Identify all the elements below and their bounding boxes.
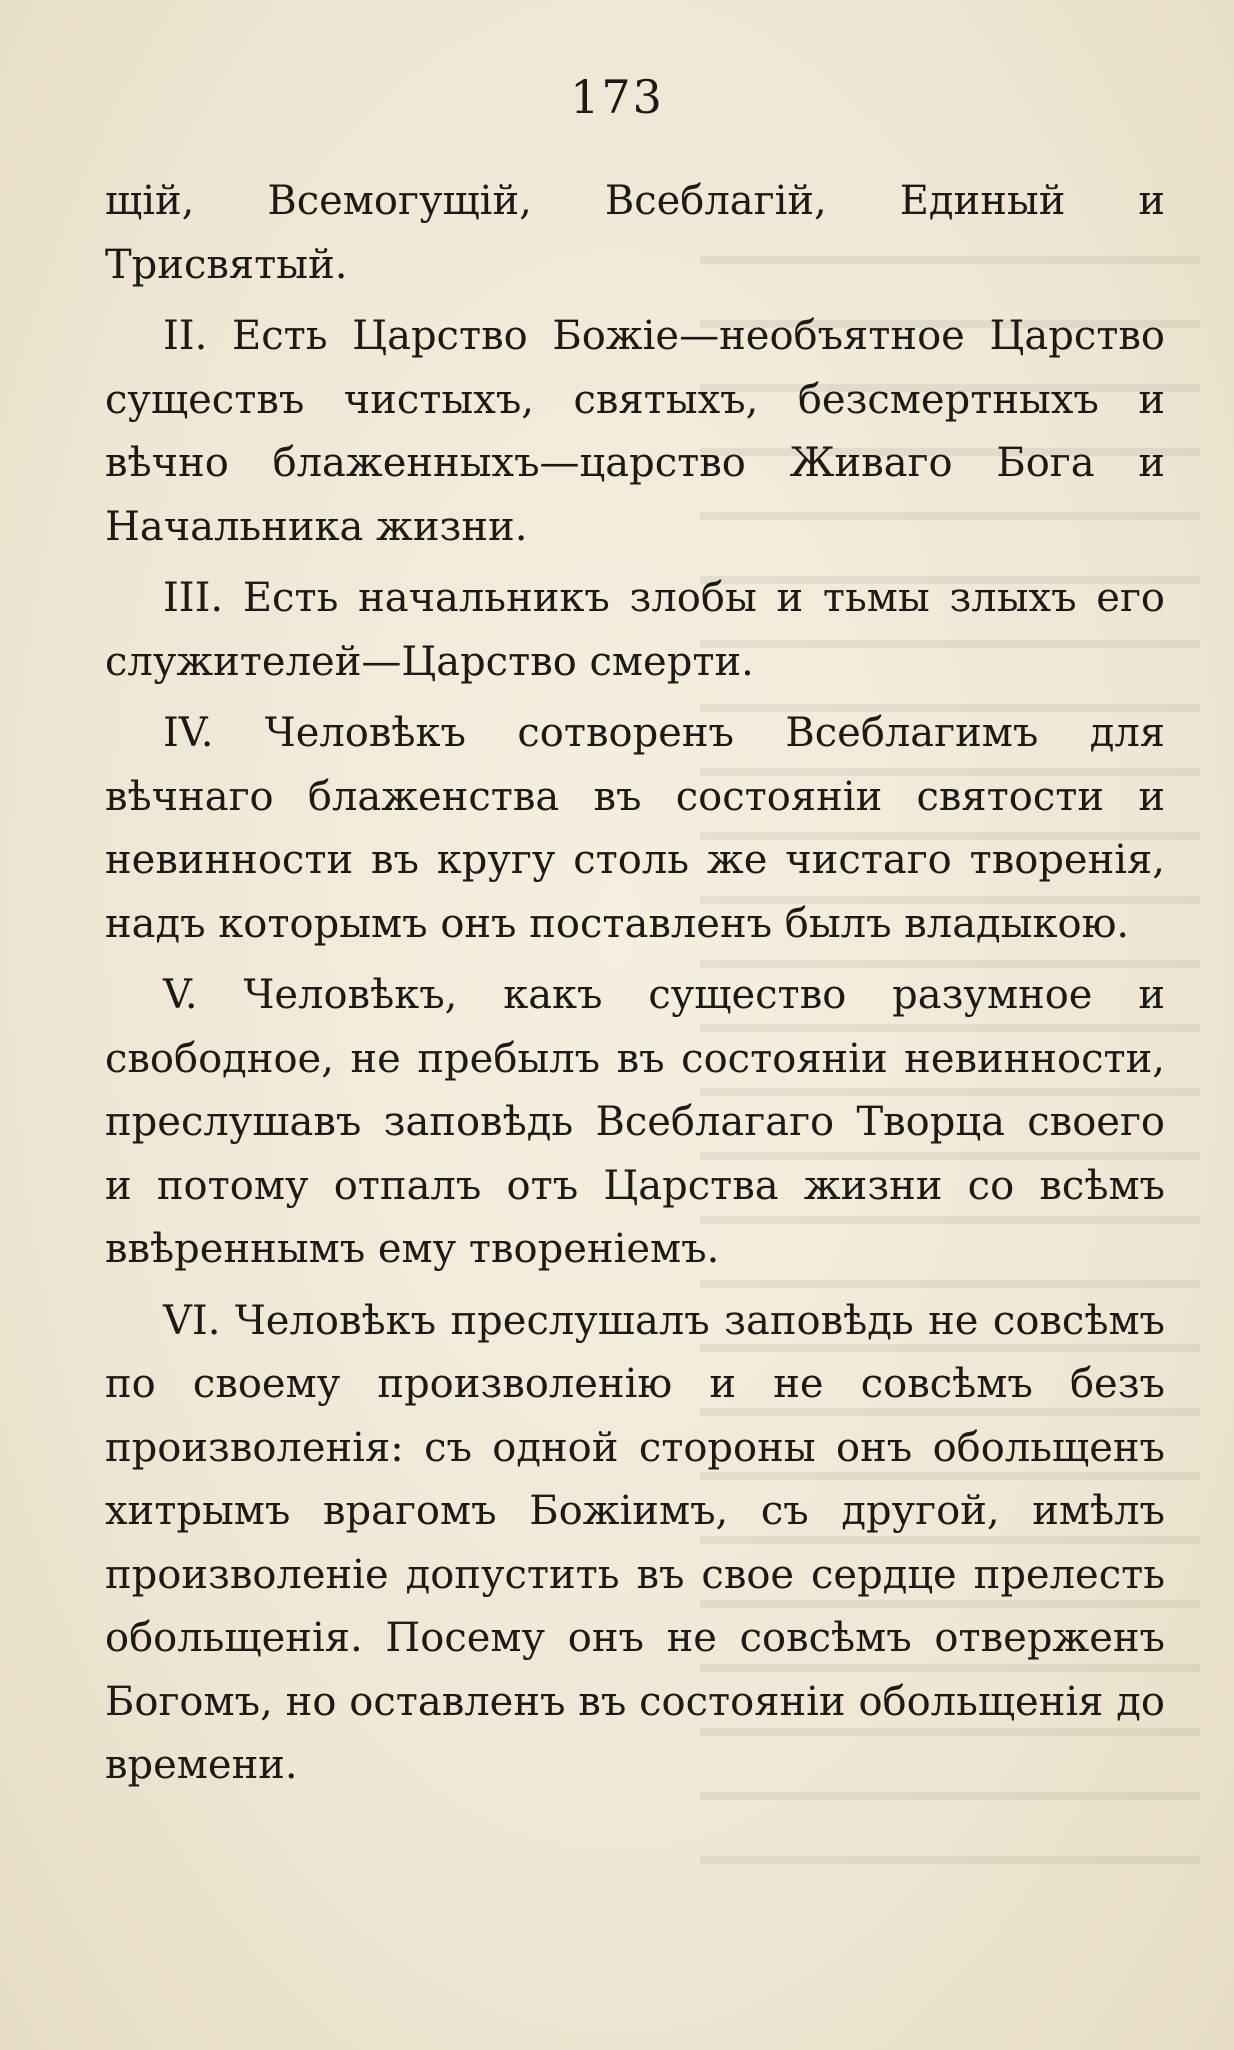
page-number: 173 [570, 70, 664, 124]
paragraph-continuation: щій, Всемогущій, Всеблагій, Единый и Трисвятый. [105, 178, 1165, 288]
paragraph-iv: IV. Человѣкъ сотворенъ Всеблагимъ для вѣчнаго блаженства въ состояніи святости и невинности въ кругу столь же чистаго творенія, надъ которымъ онъ поставленъ былъ владыкою. [105, 710, 1165, 947]
body-text [105, 170, 1165, 1806]
paragraph-iii: III. Есть начальникъ злобы и тьмы злыхъ его служителей—Царство смерти. [105, 575, 1165, 685]
paragraph-v: V. Человѣкъ, какъ существо разумное и свободное, не пребылъ въ состояніи невинности, преслушавъ заповѣдь Всеблагаго Творца своего и потому отпалъ отъ Царства жизни со всѣмъ ввѣреннымъ ему твореніемъ. [105, 972, 1165, 1272]
paragraph-vi: VI. Человѣкъ преслушалъ заповѣдь не совсѣмъ по своему произволенію и не совсѣмъ безъ произволенія: съ одной стороны онъ обольщенъ хитрымъ врагомъ Божіимъ, съ другой, имѣлъ произволеніе допустить въ свое сердце прелесть обольщенія. Посему онъ не совсѣмъ отверженъ Богомъ, но оставленъ въ состояніи обольщенія до времени. [105, 1297, 1165, 1788]
paragraph-ii: II. Есть Царство Божіе—необъятное Царство существъ чистыхъ, святыхъ, безсмертныхъ и вѣчно блаженныхъ—царство Живаго Бога и Начальника жизни. [105, 313, 1165, 550]
